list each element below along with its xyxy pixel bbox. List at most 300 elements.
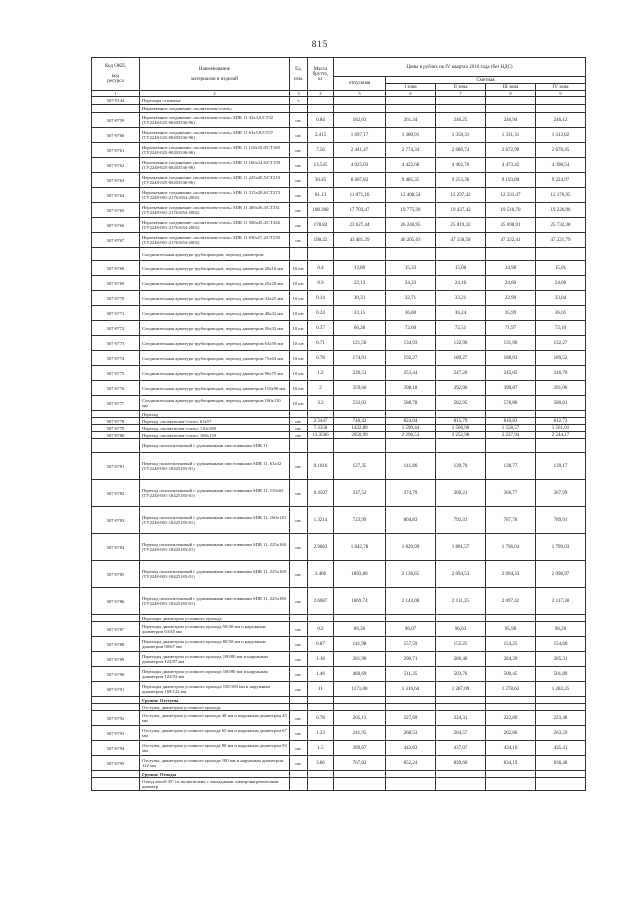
unit: шт.	[290, 158, 308, 173]
price-wholesale: 121,58	[334, 336, 386, 351]
price-zone-2: 224,31	[436, 711, 486, 726]
price-wholesale: 22,13	[334, 276, 386, 291]
unit: 10 шт.	[290, 306, 308, 321]
unit: 10 шт.	[290, 381, 308, 396]
table-row	[92, 173, 586, 188]
material-name: Соединительная арматура трубопроводов, переход диаметром 160х110 мм	[140, 396, 290, 411]
price-zone-1: 290,71	[386, 652, 436, 667]
price-zone-1: 46 205,63	[386, 233, 436, 248]
price-zone-2: 132,90	[436, 336, 486, 351]
price-zone-3: 1 796,04	[486, 534, 536, 561]
material-name: Группа: Отступы	[140, 697, 290, 704]
resource-code: 507-0779	[92, 425, 140, 432]
material-name: Переход «полиэтилен-сталь» 110х108	[140, 425, 290, 432]
header-zone-3: III зона	[486, 84, 536, 91]
price-zone-1	[386, 697, 436, 704]
table-row	[92, 711, 586, 726]
material-name: Соединительная арматура трубопроводов, переход диаметром 110х90 мм	[140, 381, 290, 396]
gross-mass: 0.24	[308, 306, 334, 321]
resource-code	[92, 771, 140, 778]
gross-mass	[308, 697, 334, 704]
table-row	[92, 615, 586, 622]
price-zone-1	[386, 778, 436, 791]
material-name: Соединительная арматура трубопроводов, переход диаметром 32х25 мм	[140, 291, 290, 306]
price-wholesale	[334, 615, 386, 622]
price-wholesale	[334, 411, 386, 418]
price-zone-1: 511,35	[386, 667, 436, 682]
unit: шт.	[290, 218, 308, 233]
price-zone-1	[386, 411, 436, 418]
price-zone-1: 2 774,34	[386, 143, 436, 158]
unit: 10 шт.	[290, 351, 308, 366]
unit: 10 шт.	[290, 336, 308, 351]
resource-code: 507-9144	[92, 97, 140, 105]
material-name: Переходы диаметром условного прохода 150/100 мм и наружным диаметром 169/122 мм	[140, 682, 290, 697]
unit: шт.	[290, 188, 308, 203]
unit	[290, 615, 308, 622]
header-code: Код ОКП, код ресурса	[92, 58, 140, 91]
price-zone-3: 71,97	[486, 321, 536, 336]
resource-code: 507-0774	[92, 351, 140, 366]
resource-code	[92, 704, 140, 711]
material-name: Отступы, диаметром условного прохода 65 мм и наружным диаметром 67 мм	[140, 726, 290, 741]
price-wholesale: 8 667,82	[334, 173, 386, 188]
gross-mass: 7.56	[308, 143, 334, 158]
unit	[290, 778, 308, 791]
price-zone-2: 503,76	[436, 667, 486, 682]
price-zone-1: 374,79	[386, 480, 436, 507]
resource-code: 507-0765	[92, 203, 140, 218]
resource-code: 507-0793	[92, 726, 140, 741]
price-zone-1: 443,63	[386, 741, 436, 756]
price-zone-3: 25 698,91	[486, 218, 536, 233]
header-zone-4: IV зона	[536, 84, 586, 91]
table-row	[92, 534, 586, 561]
material-name: Группа: Отводы	[140, 771, 290, 778]
price-zone-1: 36,80	[386, 306, 436, 321]
material-name: Переходы диаметром условного прохода 100/80 мм и наружным диаметром 122/93 мм	[140, 667, 290, 682]
unit: шт.	[290, 622, 308, 637]
table-row	[92, 143, 586, 158]
unit: шт.	[290, 726, 308, 741]
unit: шт.	[290, 233, 308, 248]
resource-code: 507-0789	[92, 652, 140, 667]
price-zone-1: 4 422,68	[386, 158, 436, 173]
price-zone-3: 14,98	[486, 261, 536, 276]
price-wholesale: 86,36	[334, 622, 386, 637]
price-zone-3: 245,05	[486, 366, 536, 381]
resource-code	[92, 105, 140, 113]
material-name: Неразъемное соединение «полиэтилен-сталь» SDR 11 400х36,3/СТ351 (ТУ2248-001-21761654-2002)	[140, 203, 290, 218]
gross-mass	[308, 439, 334, 453]
price-zone-4: 4 398,54	[536, 158, 586, 173]
price-zone-3	[486, 248, 536, 261]
price-wholesale: 261,90	[334, 652, 386, 667]
unit: шт.	[290, 637, 308, 652]
gross-mass: 0.4	[308, 261, 334, 276]
price-wholesale: 359,66	[334, 381, 386, 396]
price-zone-2	[436, 105, 486, 113]
material-name: Неразъемное соединение «полиэтилен-сталь» SDR 11 315х28,6/СТ273 (ТУ2248-001-21761654-2002)	[140, 188, 290, 203]
gross-mass	[308, 97, 334, 105]
gross-mass: 0.84	[308, 113, 334, 128]
resource-code: 507-0771	[92, 306, 140, 321]
resource-code: 507-0775	[92, 366, 140, 381]
price-zone-2: 139,70	[436, 453, 486, 480]
price-zone-3: 390,87	[486, 381, 536, 396]
material-name: Неразъемное соединение «полиэтилен-сталь» SDR 11 110х10,0/СТ108 (ТУ2248-025-00203536-96)	[140, 143, 290, 158]
price-zone-4: 2 096,97	[536, 561, 586, 588]
price-zone-2: 264,57	[436, 726, 486, 741]
material-name: Отступы, диаметром условного прохода 40 мм и наружным диаметром 45 мм	[140, 711, 290, 726]
material-name: Переход полиэтиленовый с удлиненными хвостовиками SDR 11, 225х160 (ТУ2248-001-18425183-01)	[140, 561, 290, 588]
price-zone-2: 33,21	[436, 291, 486, 306]
price-zone-4	[536, 105, 586, 113]
resource-code: 507-0790	[92, 667, 140, 682]
price-zone-2: 2 252,98	[436, 432, 486, 439]
price-zone-4: 1 312,82	[536, 128, 586, 143]
gross-mass: 0.78	[308, 711, 334, 726]
price-zone-4: 812,73	[536, 418, 586, 425]
material-name: Переход полиэтиленовый с удлиненными хвостовиками SDR 11, 110х63 (ТУ2248-001-18425183-01)	[140, 480, 290, 507]
price-zone-1: 72,60	[386, 321, 436, 336]
table-row	[92, 113, 586, 128]
resource-code: 507-0794	[92, 741, 140, 756]
price-zone-2	[436, 248, 486, 261]
price-wholesale: 1 097,17	[334, 128, 386, 143]
resource-code	[92, 697, 140, 704]
price-zone-2: 392,96	[436, 381, 486, 396]
price-zone-2: 437,07	[436, 741, 486, 756]
table-row	[92, 336, 586, 351]
price-zone-2: 36,24	[436, 306, 486, 321]
price-zone-1	[386, 439, 436, 453]
price-wholesale: 337,52	[334, 480, 386, 507]
price-wholesale: 460,69	[334, 667, 386, 682]
gross-mass: 3.466	[308, 561, 334, 588]
header-zone-2: II зона	[436, 84, 486, 91]
price-zone-4: 19 226,96	[536, 203, 586, 218]
col-number: 2	[140, 91, 290, 97]
price-zone-4: 72,10	[536, 321, 586, 336]
price-zone-4: 263,59	[536, 726, 586, 741]
price-zone-4: 189,52	[536, 351, 586, 366]
price-zone-4: 501,89	[536, 667, 586, 682]
gross-mass: 2.3447	[308, 418, 334, 425]
price-zone-4	[536, 697, 586, 704]
material-name: Отступы, диаметром условного прохода	[140, 704, 290, 711]
table-row	[92, 480, 586, 507]
gross-mass: 11	[308, 682, 334, 697]
price-zone-2: 839,60	[436, 756, 486, 771]
table-row	[92, 741, 586, 756]
price-zone-2: 47 158,58	[436, 233, 486, 248]
price-zone-1: 192,27	[386, 351, 436, 366]
material-name: Неразъемное соединение «полиэтилен-сталь» SDR 11 225х20,5/СТ219 (ТУ2248-025-00203536-96)	[140, 173, 290, 188]
price-zone-2	[436, 411, 486, 418]
material-name: Переходы диаметром условного прохода 50/40 мм и наружным диаметром 63/45 мм	[140, 622, 290, 637]
unit: 10 шт.	[290, 321, 308, 336]
price-wholesale: 4 025,03	[334, 158, 386, 173]
price-zone-3: 12 331,47	[486, 188, 536, 203]
price-zone-4: 285,31	[536, 652, 586, 667]
price-zone-3: 95,98	[486, 622, 536, 637]
price-zone-2: 2 094,53	[436, 561, 486, 588]
material-name: Неразъемное соединение «полиэтилен-сталь» SDR 11 500х45,4/СТ426 (ТУ2248-001-21761654-2002)	[140, 218, 290, 233]
table-row	[92, 366, 586, 381]
price-zone-1: 2 296,53	[386, 432, 436, 439]
table-row	[92, 188, 586, 203]
resource-code: 507-0772	[92, 321, 140, 336]
material-name: Соединительная арматура трубопроводов, переход диаметром 90х75 мм	[140, 366, 290, 381]
table-row	[92, 261, 586, 276]
resource-code: 507-0761	[92, 143, 140, 158]
price-zone-4: 47 221,79	[536, 233, 586, 248]
table-row	[92, 276, 586, 291]
table-row	[92, 778, 586, 791]
table-row	[92, 321, 586, 336]
price-zone-4: 246,70	[536, 366, 586, 381]
table-row	[92, 439, 586, 453]
price-zone-3: 500,45	[486, 667, 536, 682]
price-zone-2	[436, 697, 486, 704]
price-zone-2: 25 819,32	[436, 218, 486, 233]
price-zone-4: 25 732,38	[536, 218, 586, 233]
price-zone-2: 72,51	[436, 321, 486, 336]
table-row	[92, 381, 586, 396]
gross-mass	[308, 411, 334, 418]
material-name: Отступы, диаметром условного прохода 100 мм и наружным диаметром 122 мм	[140, 756, 290, 771]
price-zone-3: 284,39	[486, 652, 536, 667]
price-wholesale: 2050,99	[334, 432, 386, 439]
price-wholesale	[334, 704, 386, 711]
price-zone-3: 4 473,42	[486, 158, 536, 173]
price-zone-1: 852,24	[386, 756, 436, 771]
price-wholesale	[334, 778, 386, 791]
table-row	[92, 248, 586, 261]
resource-code: 507-0785	[92, 561, 140, 588]
unit: шт.	[290, 711, 308, 726]
table-row	[92, 756, 586, 771]
price-zone-3: 9 193,80	[486, 173, 536, 188]
table-row	[92, 588, 586, 615]
header-estimate: Сметная	[386, 77, 586, 84]
price-wholesale: 11 071,16	[334, 188, 386, 203]
table-row	[92, 637, 586, 652]
table-row	[92, 425, 586, 432]
price-wholesale: 174,01	[334, 351, 386, 366]
price-table	[91, 57, 586, 791]
price-zone-1: 1 316,64	[386, 682, 436, 697]
material-name: Переход полиэтиленовый с удлиненными хвостовиками SDR 11	[140, 439, 290, 453]
price-zone-2: 2 111,35	[436, 588, 486, 615]
material-name: Переходы диаметром условного прохода 100/80 мм и наружным диаметром 122/97 мм	[140, 652, 290, 667]
resource-code: 507-0770	[92, 291, 140, 306]
price-zone-3: 2 097,42	[486, 588, 536, 615]
material-name: Переходы стальные	[140, 97, 290, 105]
price-wholesale: 1171,00	[334, 682, 386, 697]
material-name: Неразъемное соединение «полиэтилен-сталь» SDR 11 630х57,2/СТ530 (ТУ2248-001-21761654-2002)	[140, 233, 290, 248]
table-row	[92, 704, 586, 711]
resource-code: 507-0778	[92, 418, 140, 425]
col-number: 8	[486, 91, 536, 97]
price-wholesale: 66,28	[334, 321, 386, 336]
price-zone-3: 434,16	[486, 741, 536, 756]
price-zone-2: 1 287,09	[436, 682, 486, 697]
price-zone-1: 1 380,91	[386, 128, 436, 143]
price-zone-1	[386, 771, 436, 778]
material-name: Отступы, диаметром условного прохода 80 мм и наружным диаметром 93 мм	[140, 741, 290, 756]
resource-code: 507-0780	[92, 432, 140, 439]
resource-code: 507-0777	[92, 396, 140, 411]
unit: шт.	[290, 652, 308, 667]
gross-mass: 2.9063	[308, 534, 334, 561]
table-row	[92, 291, 586, 306]
price-zone-3	[486, 615, 536, 622]
price-zone-3: 1 331,31	[486, 128, 536, 143]
unit: 10 шт.	[290, 276, 308, 291]
col-number: 1	[92, 91, 140, 97]
price-zone-1: 96,07	[386, 622, 436, 637]
material-name: Переход полиэтиленовый с удлиненными хвостовиками SDR 11, 160х110 (ТУ2248-001-18425183-01)	[140, 507, 290, 534]
price-zone-3: 32,99	[486, 291, 536, 306]
gross-mass: 2.415	[308, 128, 334, 143]
unit	[290, 704, 308, 711]
gross-mass: 0.78	[308, 351, 334, 366]
price-zone-3: 19 516,70	[486, 203, 536, 218]
resource-code: 507-0792	[92, 711, 140, 726]
gross-mass	[308, 778, 334, 791]
unit: 10 шт.	[290, 261, 308, 276]
unit: шт.	[290, 173, 308, 188]
price-zone-2: 792,31	[436, 507, 486, 534]
price-zone-4: 1 561,01	[536, 425, 586, 432]
table-row	[92, 697, 586, 704]
resource-code	[92, 411, 140, 418]
material-name: Соединительная арматура трубопроводов, переход диаметром	[140, 248, 290, 261]
gross-mass: 0.14	[308, 291, 334, 306]
unit: шт.	[290, 741, 308, 756]
price-zone-3: 131,96	[486, 336, 536, 351]
col-number: 9	[536, 91, 586, 97]
unit: шт.	[290, 453, 308, 480]
price-zone-1: 1 820,99	[386, 534, 436, 561]
resource-code	[92, 248, 140, 261]
unit: шт.	[290, 667, 308, 682]
material-name: Соединительная арматура трубопроводов, переход диаметром 75х63 мм	[140, 351, 290, 366]
table-row	[92, 771, 586, 778]
material-name: Отвод литой 45° из полиэтилена с закладными электронагревателями, диаметр	[140, 778, 290, 791]
price-zone-3	[486, 771, 536, 778]
table-row	[92, 432, 586, 439]
price-zone-2	[436, 771, 486, 778]
resource-code: 507-0767	[92, 233, 140, 248]
price-zone-2	[436, 97, 486, 105]
unit: шт.	[290, 682, 308, 697]
price-zone-3: 24,00	[486, 276, 536, 291]
unit: 10 шт.	[290, 366, 308, 381]
price-zone-1: 227,69	[386, 711, 436, 726]
price-wholesale: 1 642,78	[334, 534, 386, 561]
price-zone-1: 261,34	[386, 113, 436, 128]
price-zone-2	[436, 778, 486, 791]
table-row	[92, 453, 586, 480]
material-name: Неразъемное соединение «полиэтилен-сталь» SDR 11 32х3,0/СТ32 (ТУ2248-025-00203536-96)	[140, 113, 290, 128]
table-row	[92, 561, 586, 588]
gross-mass: 108.308	[308, 203, 334, 218]
table-row	[92, 418, 586, 425]
gross-mass: 13.545	[308, 158, 334, 173]
material-name: Переход	[140, 411, 290, 418]
price-zone-3: 2 094,33	[486, 561, 536, 588]
material-name: Переход полиэтиленовый с удлиненными хвостовиками SDR 11, 225х180 (ТУ2248-001-18425183-01)	[140, 588, 290, 615]
table-row	[92, 306, 586, 321]
resource-code: 507-0764	[92, 188, 140, 203]
unit	[290, 697, 308, 704]
price-zone-4	[536, 704, 586, 711]
price-wholesale: 30,33	[334, 291, 386, 306]
price-wholesale: 141,98	[334, 637, 386, 652]
unit	[290, 105, 308, 113]
price-zone-4: 2 117,38	[536, 588, 586, 615]
col-number: 3	[290, 91, 308, 97]
material-name: Соединительная арматура трубопроводов, переход диаметром 20х16 мм	[140, 261, 290, 276]
material-name: Соединительная арматура трубопроводов, переход диаметром 25х20 мм	[140, 276, 290, 291]
unit: 10 шт.	[290, 291, 308, 306]
price-zone-3: 366,77	[486, 480, 536, 507]
price-zone-2	[436, 704, 486, 711]
unit	[290, 771, 308, 778]
price-wholesale: 723,99	[334, 507, 386, 534]
gross-mass: 0.9	[308, 276, 334, 291]
resource-code: 507-0762	[92, 158, 140, 173]
unit: шт.	[290, 756, 308, 771]
header-mass: Масса брутто, кг	[308, 58, 334, 91]
table-row	[92, 396, 586, 411]
price-zone-2: 582,95	[436, 396, 486, 411]
resource-code: 507-0781	[92, 453, 140, 480]
price-zone-1: 2 136,65	[386, 561, 436, 588]
price-zone-3: 35,99	[486, 306, 536, 321]
resource-code: 507-0787	[92, 622, 140, 637]
resource-code: 507-0760	[92, 128, 140, 143]
price-wholesale: 241,95	[334, 726, 386, 741]
resource-code	[92, 439, 140, 453]
gross-mass: 30.45	[308, 173, 334, 188]
price-zone-1	[386, 97, 436, 105]
price-zone-3	[486, 697, 536, 704]
price-zone-3: 1 558,57	[486, 425, 536, 432]
price-zone-1: 804,83	[386, 507, 436, 534]
gross-mass: 178.82	[308, 218, 334, 233]
price-zone-4: 154,60	[536, 637, 586, 652]
price-wholesale: 23 627,44	[334, 218, 386, 233]
price-zone-3: 1 278,63	[486, 682, 536, 697]
price-zone-4: 223,48	[536, 711, 586, 726]
unit: шт.	[290, 143, 308, 158]
price-zone-3: 246,94	[486, 113, 536, 128]
resource-code: 507-0788	[92, 637, 140, 652]
price-zone-1: 15,33	[386, 261, 436, 276]
price-zone-4: 12 176,95	[536, 188, 586, 203]
price-zone-2: 369,21	[436, 480, 486, 507]
col-number: 7	[436, 91, 486, 97]
price-wholesale: 767,82	[334, 756, 386, 771]
table-row	[92, 411, 586, 418]
unit: шт.	[290, 432, 308, 439]
price-zone-4: 246,12	[536, 113, 586, 128]
price-zone-3: 47 222,41	[486, 233, 536, 248]
